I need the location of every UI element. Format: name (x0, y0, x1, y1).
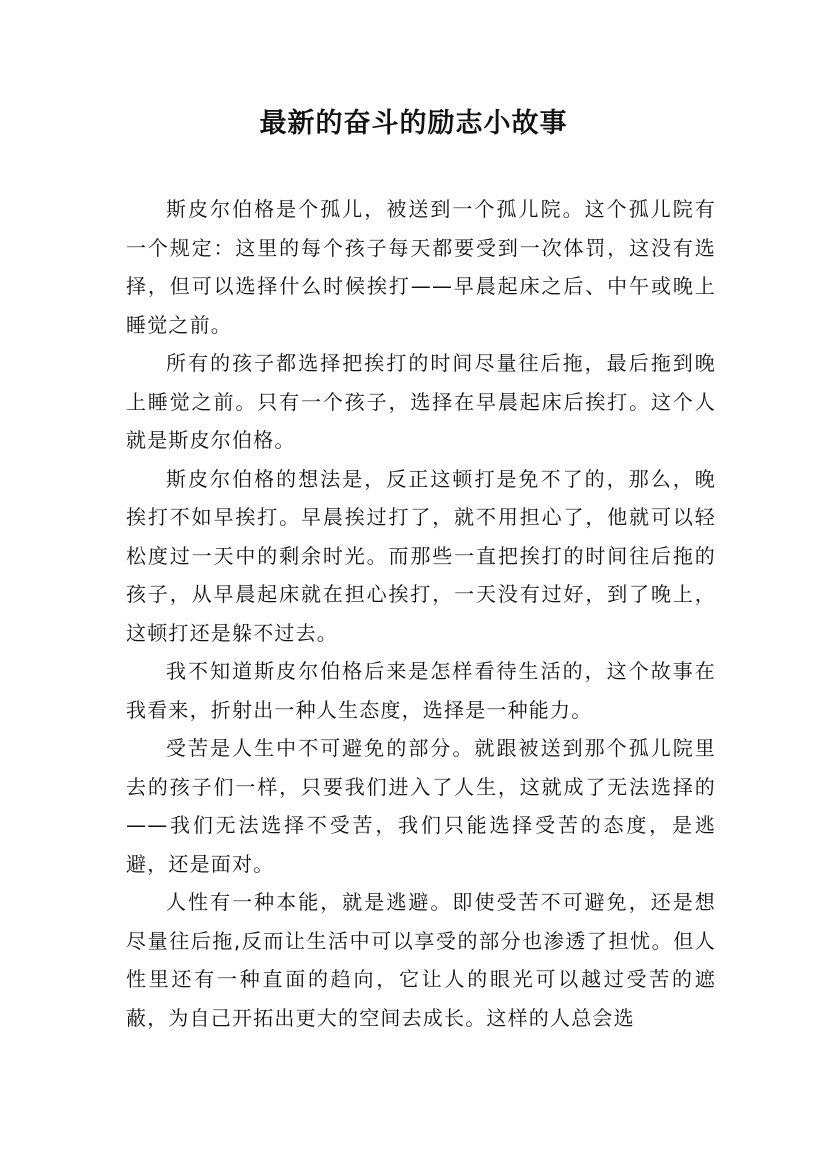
paragraph-1: 斯皮尔伯格是个孤儿，被送到一个孤儿院。这个孤儿院有一个规定：这里的每个孩子每天都要受到一次体罚，这没有选择，但可以选择什么时候挨打——早晨起床之后、中午或晚上睡觉之前。 (126, 197, 716, 337)
paragraph-5: 受苦是人生中不可避免的部分。就跟被送到那个孤儿院里去的孩子们一样，只要我们进入了人生，这就成了无法选择的——我们无法选择不受苦，我们只能选择受苦的态度，是逃避，还是面对。 (126, 736, 716, 876)
paragraph-4: 我不知道斯皮尔伯格后来是怎样看待生活的，这个故事在我看来，折射出一种人生态度，选择是一种能力。 (126, 659, 716, 722)
paragraph-2: 所有的孩子都选择把挨打的时间尽量往后拖，最后拖到晚上睡觉之前。只有一个孩子，选择在早晨起床后挨打。这个人就是斯皮尔伯格。 (126, 351, 716, 452)
paragraph-3: 斯皮尔伯格的想法是，反正这顿打是免不了的，那么，晚挨打不如早挨打。早晨挨过打了，就不用担心了，他就可以轻松度过一天中的剩余时光。而那些一直把挨打的时间往后拖的孩子，从早晨起床就在担心挨打，一天没有过好，到了晚上，这顿打还是躲不过去。 (126, 466, 716, 645)
document-body (126, 190, 716, 1037)
document-title: 最新的奋斗的励志小故事 (259, 108, 568, 139)
paragraph-6: 人性有一种本能，就是逃避。即使受苦不可避免，还是想尽量往后拖,反而让生活中可以享受的部分也渗透了担忧。但人性里还有一种直面的趋向，它让人的眼光可以越过受苦的遮蔽，为自己开拓出更大的空间去成长。这样的人总会选 (126, 890, 716, 1030)
